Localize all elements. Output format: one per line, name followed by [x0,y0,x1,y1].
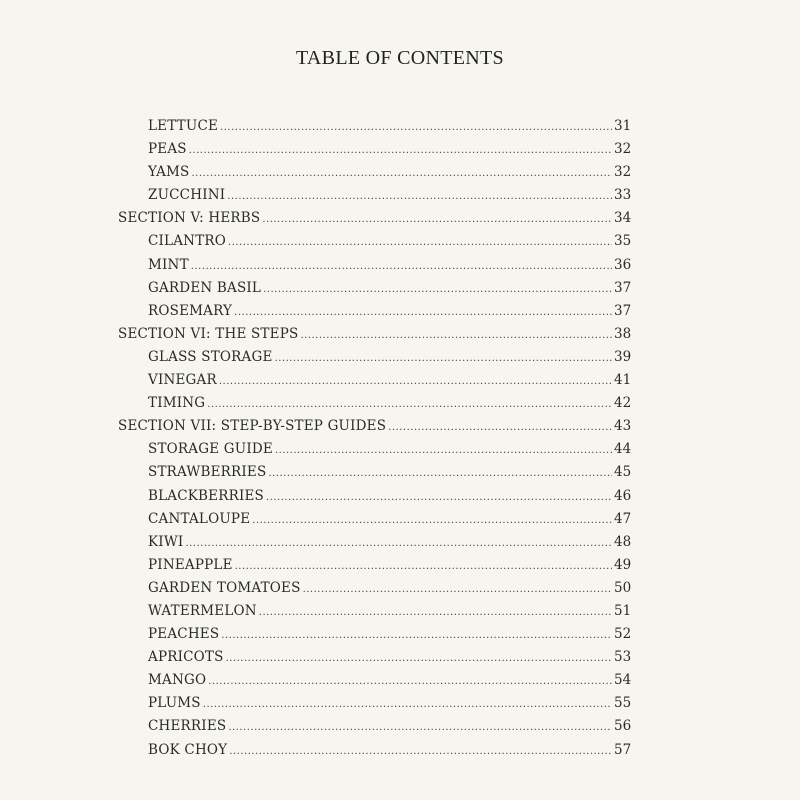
toc-entry-page-number: 34 [614,210,632,227]
toc-entry[interactable] [0,669,632,692]
toc-entry-label: CHERRIES [148,718,227,735]
toc-entry[interactable] [0,554,632,577]
toc-entry[interactable] [0,715,632,738]
toc-entry[interactable] [0,138,632,161]
dot-leader [268,462,612,485]
toc-entry-label: SECTION V: HERBS [118,210,261,227]
dot-leader [262,208,612,231]
toc-entry-page-number: 41 [614,372,632,389]
dot-leader [303,578,612,601]
dot-leader [221,624,612,647]
toc-entry[interactable] [0,600,632,623]
toc-entry-label: ROSEMARY [148,302,233,319]
toc-entry-label: TIMING [148,395,206,412]
toc-entry-page-number: 55 [614,695,632,712]
toc-entry[interactable] [0,184,632,207]
toc-entry-label: PEAS [148,141,187,158]
dot-leader [229,740,612,763]
toc-entry-label: PEACHES [148,626,220,643]
toc-entry-label: PLUMS [148,695,201,712]
toc-entry-page-number: 39 [614,348,632,365]
toc-entry[interactable] [0,508,632,531]
dot-leader [300,324,612,347]
toc-entry-label: PINEAPPLE [148,556,233,573]
toc-entry-label: VINEGAR [148,372,217,389]
toc-entry[interactable] [0,739,632,762]
toc-entry-page-number: 32 [614,164,632,181]
dot-leader [234,301,612,324]
dot-leader [228,716,612,739]
toc-entry-page-number: 57 [614,741,632,758]
toc-entry[interactable] [0,230,632,253]
toc-entry[interactable] [0,346,632,369]
toc-entry-page-number: 49 [614,556,632,573]
dot-leader [388,416,612,439]
dot-leader [207,393,612,416]
toc-entry[interactable] [0,461,632,484]
page-title: TABLE OF CONTENTS [296,47,504,69]
dot-leader [275,347,612,370]
toc-entry-label: LETTUCE [148,118,219,134]
toc-entry-page-number: 37 [614,279,632,296]
dot-leader [208,670,612,693]
toc-entry-page-number: 32 [614,141,632,158]
toc-entry-page-number: 37 [614,302,632,319]
dot-leader [263,278,612,301]
toc-entry[interactable] [0,115,632,138]
toc-entry-label: GARDEN BASIL [148,279,262,296]
toc-entry-label: MANGO [148,672,207,689]
toc-entry-page-number: 33 [614,187,632,204]
toc-entry[interactable] [0,369,632,392]
dot-leader [235,555,612,578]
toc-entry[interactable] [0,623,632,646]
toc-entry[interactable] [0,577,632,600]
toc-entry[interactable] [0,254,632,277]
dot-leader [192,162,613,185]
toc-entry-page-number: 42 [614,395,632,412]
toc-entry-label: GARDEN TOMATOES [148,579,301,596]
dot-leader [259,601,612,624]
toc-entry-label: YAMS [148,164,190,181]
toc-entry-page-number: 36 [614,256,632,273]
toc-entry-label: WATERMELON [148,602,257,619]
toc-entry[interactable] [0,646,632,669]
toc-entry-page-number: 54 [614,672,632,689]
toc-entry[interactable] [0,300,632,323]
dot-leader [185,532,612,555]
toc-entry-page-number: 56 [614,718,632,735]
table-of-contents [0,115,800,762]
toc-entry-page-number: 50 [614,579,632,596]
toc-section-entry[interactable] [0,415,632,438]
dot-leader [266,486,612,509]
toc-entry[interactable] [0,277,632,300]
dot-leader [219,370,612,393]
toc-entry-label: STORAGE GUIDE [148,441,273,458]
dot-leader [203,693,612,716]
toc-entry-page-number: 44 [614,441,632,458]
toc-entry[interactable] [0,485,632,508]
toc-entry[interactable] [0,692,632,715]
toc-entry-label: BLACKBERRIES [148,487,264,504]
dot-leader [228,231,612,254]
toc-entry-page-number: 31 [614,118,632,134]
toc-entry-label: CANTALOUPE [148,510,251,527]
toc-entry-page-number: 35 [614,233,632,250]
toc-entry[interactable] [0,161,632,184]
dot-leader [189,139,612,162]
toc-section-entry[interactable] [0,323,632,346]
toc-entry-label: SECTION VII: STEP-BY-STEP GUIDES [118,418,387,435]
toc-entry-page-number: 51 [614,602,632,619]
toc-entry-label: KIWI [148,533,184,550]
toc-entry-page-number: 43 [614,418,632,435]
toc-entry-page-number: 52 [614,626,632,643]
toc-entry-label: ZUCCHINI [148,187,226,204]
toc-entry[interactable] [0,392,632,415]
toc-entry-label: APRICOTS [148,649,224,666]
dot-leader [226,647,612,670]
toc-entry-label: MINT [148,256,189,273]
toc-entry-label: CILANTRO [148,233,227,250]
toc-entry-page-number: 48 [614,533,632,550]
toc-entry[interactable] [0,531,632,554]
toc-entry[interactable] [0,438,632,461]
toc-section-entry[interactable] [0,207,632,230]
toc-entry-page-number: 45 [614,464,632,481]
toc-entry-page-number: 53 [614,649,632,666]
dot-leader [191,255,612,278]
toc-entry-label: SECTION VI: THE STEPS [118,325,299,342]
toc-entry-label: STRAWBERRIES [148,464,267,481]
toc-entry-page-number: 47 [614,510,632,527]
dot-leader [252,509,612,532]
toc-entry-label: GLASS STORAGE [148,348,273,365]
toc-entry-page-number: 46 [614,487,632,504]
toc-entry-label: BOK CHOY [148,741,228,758]
dot-leader [227,185,612,208]
dot-leader [275,439,612,462]
toc-entry-page-number: 38 [614,325,632,342]
dot-leader [220,116,612,139]
